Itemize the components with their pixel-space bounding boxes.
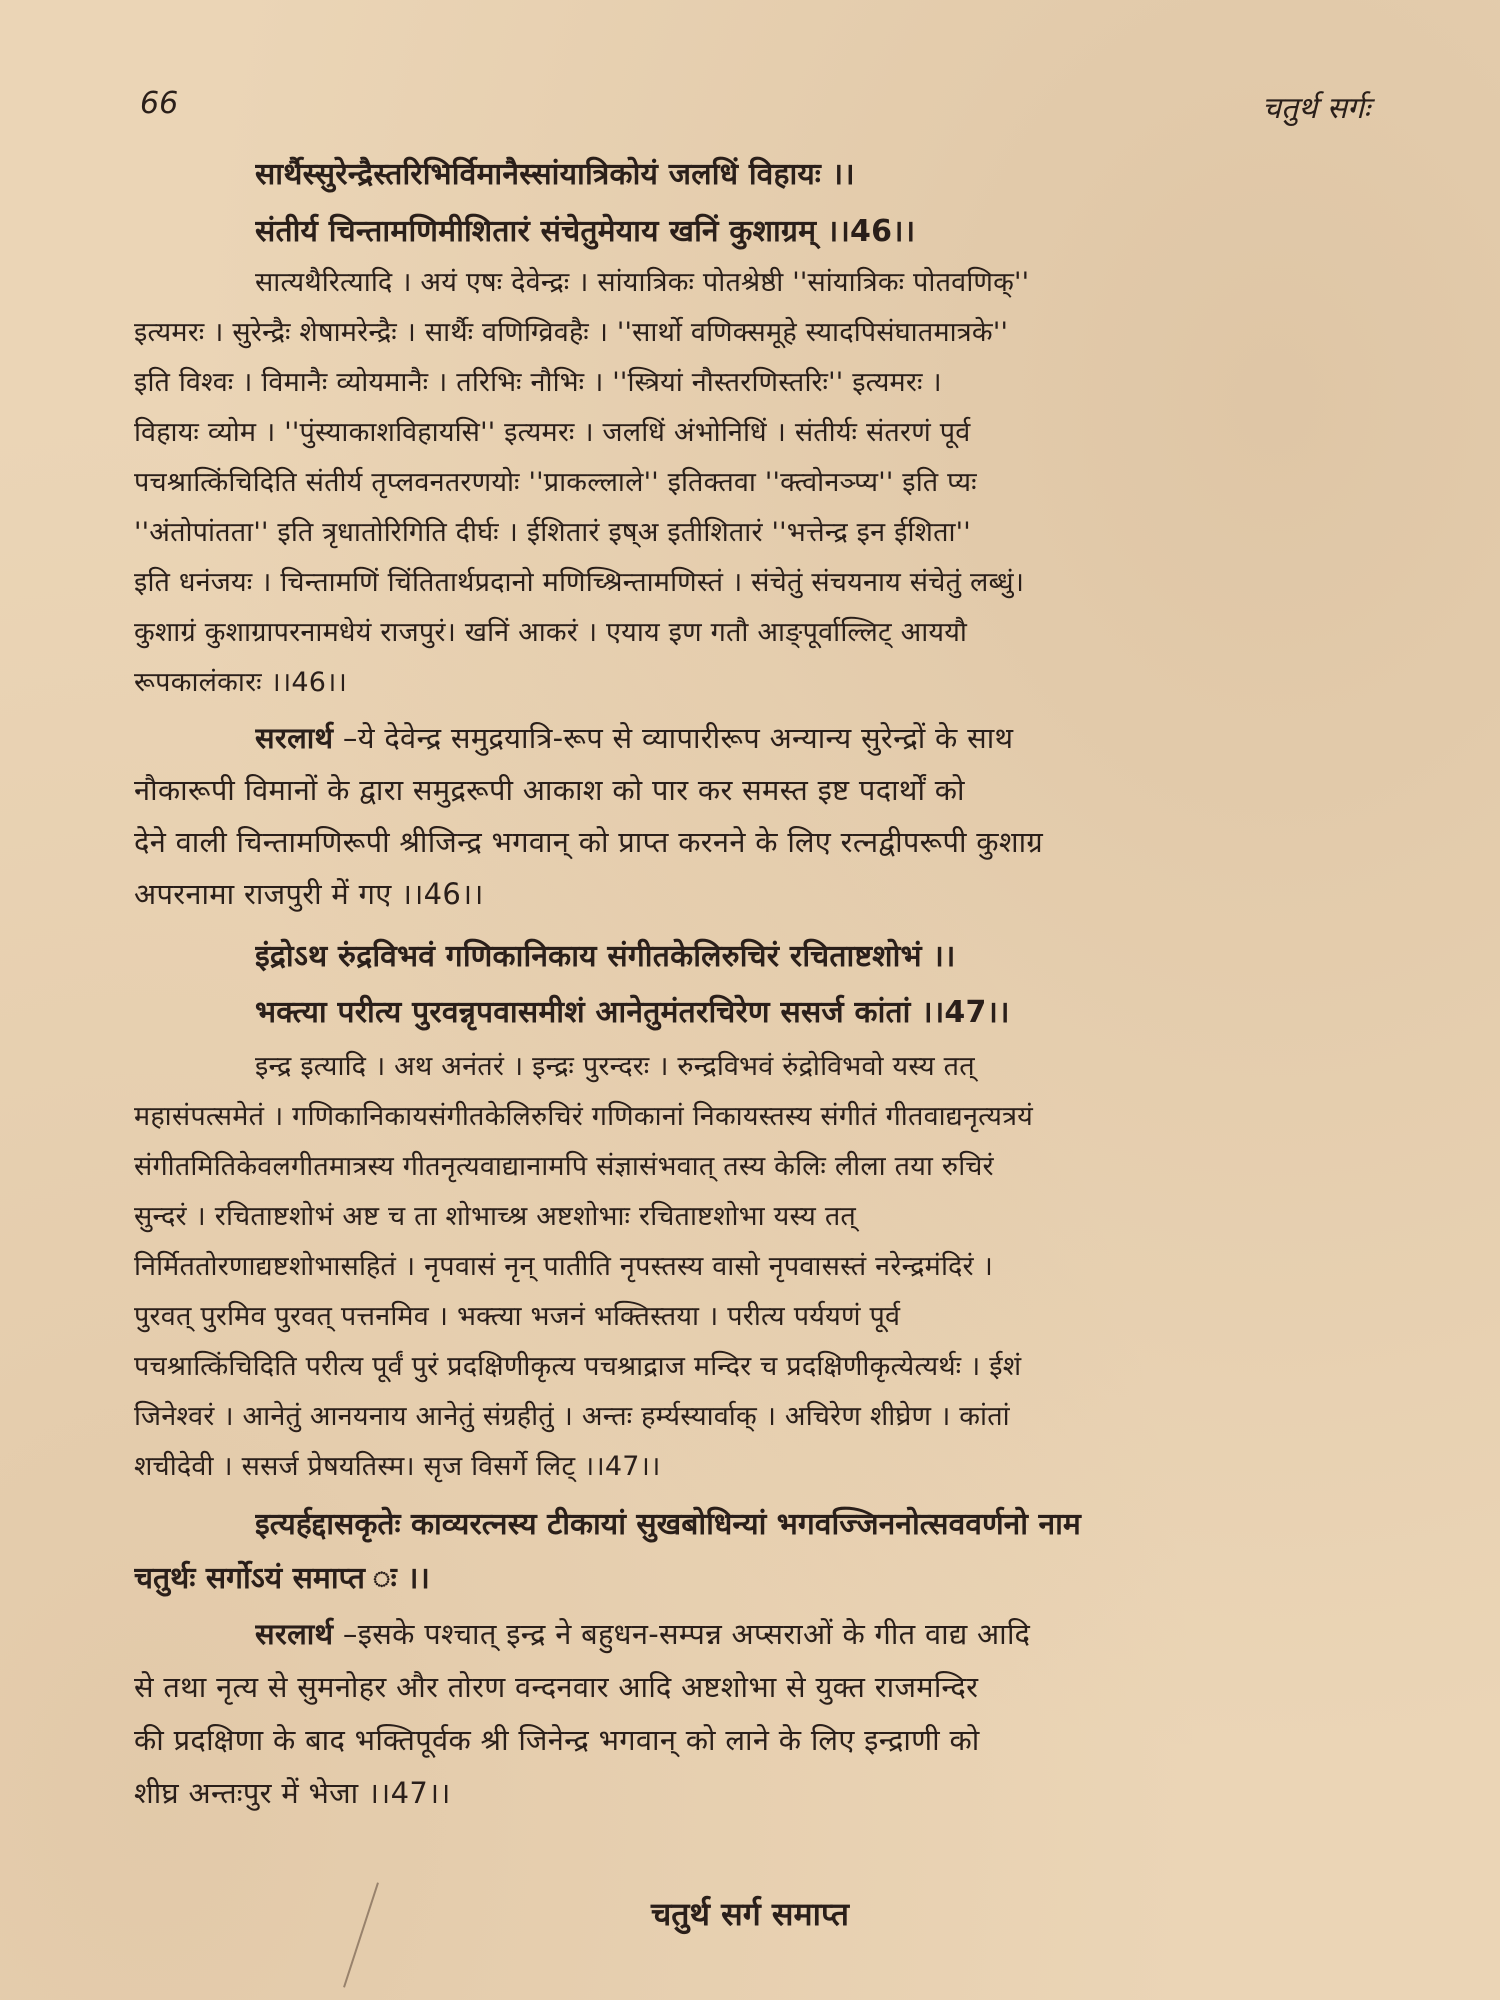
saralarth-46-text: –ये देवेन्द्र समुद्रयात्रि-रूप से व्यापारीरूप अन्यान्य सुरेन्द्रों के साथ (333, 721, 1014, 755)
commentary-46-line: कुशाग्रं कुशाग्रापरनामधेयं राजपुरं। खनिं आकरं । एयाय इण गतौ आङ्पूर्वाल्लिट् आययौ (134, 617, 968, 648)
commentary-46-line: रूपकालंकारः ।।46।। (134, 667, 348, 698)
verse-47-line-1: इंद्रोऽथ रुंद्रविभवं गणिकानिकाय संगीतकेलिरुचिरं रचिताष्टशोभं ।। (255, 939, 956, 974)
page-number: 66 (140, 86, 179, 121)
commentary-47-line: जिनेश्वरं । आनेतुं आनयनाय आनेतुं संग्रहीतुं । अन्तः हर्म्यस्यार्वाक् । अचिरेण शीघ्रेण । कांतां (134, 1401, 1010, 1432)
running-title: चतुर्थ सर्गः (1261, 91, 1370, 126)
commentary-47-line: पचश्रात्किंचिदिति परीत्य पूर्वं पुरं प्रदक्षिणीकृत्य पचश्राद्राज मन्दिर च प्रदक्षिणीकृत्येत्यर्थः । ईशं (134, 1351, 1022, 1382)
saralarth-47-line: शीघ्र अन्तःपुर में भेजा ।।47।। (134, 1776, 451, 1810)
saralarth-label: सरलार्थ (255, 721, 334, 755)
saralarth-47-line: से तथा नृत्य से सुमनोहर और तोरण वन्दनवार आदि अष्टशोभा से युक्त राजमन्दिर (134, 1670, 979, 1704)
verse-46-line-1: सार्थैस्सुरेन्द्रैस्तरिभिर्विमानैस्सांयात्रिकोयं जलधिं विहायः ।। (255, 157, 855, 192)
chapter-end-title: चतुर्थ सर्ग समाप्त (650, 1895, 850, 1933)
saralarth-46-line: अपरनामा राजपुरी में गए ।।46।। (134, 877, 484, 911)
commentary-47-line: संगीतमितिकेवलगीतमात्रस्य गीतनृत्यवाद्यानामपि संज्ञासंभवात् तस्य केलिः लीला तया रुचिरं (134, 1151, 994, 1182)
verse-46-line-2: संतीर्य चिन्तामणिमीशितारं संचेतुमेयाय खनिं कुशाग्रम् ।।46।। (255, 214, 916, 249)
saralarth-46-line: देने वाली चिन्तामणिरूपी श्रीजिन्द्र भगवान् को प्राप्त करनने के लिए रत्नद्वीपरूपी कुशाग्र (134, 825, 1044, 859)
commentary-47-line: इन्द्र इत्यादि । अथ अनंतरं । इन्द्रः पुरन्दरः । रुन्द्रविभवं रुंद्रोविभवो यस्य तत् (255, 1051, 975, 1082)
commentary-47-line: पुरवत् पुरमिव पुरवत् पत्तनमिव । भक्त्या भजनं भक्तिस्तया । परीत्य पर्ययणं पूर्व (134, 1301, 901, 1332)
commentary-46-line: इत्यमरः । सुरेन्द्रैः शेषामरेन्द्रैः । सार्थैः वणिग्व्रिवहैः । ''सार्थो वणिक्समूहे स्यादपिसंघातमात्रके'' (134, 317, 1009, 348)
page-header (140, 86, 1370, 126)
colophon-line-2: चतुर्थः सर्गोऽयं समाप्त ः ।। (134, 1561, 430, 1596)
commentary-46-line: ''अंतोपांतता'' इति त्रृधातोरिगिति दीर्घः । ईशितारं इष्अ इतीशितारं ''भत्तेन्द्र इन ईशिता'' (134, 517, 971, 548)
commentary-47-line: निर्मिततोरणाद्यष्टशोभासहितं । नृपवासं नृन् पातीति नृपस्तस्य वासो नृपवासस्तं नरेन्द्रमंदिरं । (134, 1251, 993, 1282)
saralarth-47-first-line (255, 1614, 1375, 1664)
commentary-46-line: पचश्रात्किंचिदिति संतीर्य तृप्लवनतरणयोः ''प्राकल्लाले'' इतिक्तवा ''क्त्वोनञ्प्य'' इति प्यः (134, 467, 977, 498)
commentary-47-line: सुन्दरं । रचिताष्टशोभं अष्ट च ता शोभाच्श्र अष्टशोभाः रचिताष्टशोभा यस्य तत् (134, 1201, 856, 1232)
saralarth-46-first-line (255, 718, 1375, 768)
commentary-46-line: सात्यथैरित्यादि । अयं एषः देवेन्द्रः । सांयात्रिकः पोतश्रेष्ठी ''सांयात्रिकः पोतवणिक्'' (255, 267, 1030, 298)
verse-47-line-2: भक्त्या परीत्य पुरवन्नृपवासमीशं आनेतुमंतरचिरेण ससर्ज कांतां ।।47।। (255, 995, 1010, 1030)
commentary-46-line: विहायः व्योम । ''पुंस्याकाशविहायसि'' इत्यमरः । जलधिं अंभोनिधिं । संतीर्यः संतरणं पूर्व (134, 417, 971, 448)
saralarth-47-line: की प्रदक्षिणा के बाद भक्तिपूर्वक श्री जिनेन्द्र भगवान् को लाने के लिए इन्द्राणी को (134, 1723, 980, 1757)
commentary-47-line: शचीदेवी । ससर्ज प्रेषयतिस्म। सृज विसर्गे लिट् ।।47।। (134, 1451, 661, 1482)
saralarth-47-text: –इसके पश्चात् इन्द्र ने बहुधन-सम्पन्न अप्सराओं के गीत वाद्य आदि (333, 1617, 1031, 1651)
saralarth-label: सरलार्थ (255, 1617, 334, 1651)
commentary-46-line: इति धनंजयः । चिन्तामणिं चिंतितार्थप्रदानो मणिच्श्रिन्तामणिस्तं । संचेतुं संचयनाय संचेतुं लब्धुं। (134, 567, 1025, 598)
saralarth-46-line: नौकारूपी विमानों के द्वारा समुद्ररूपी आकाश को पार कर समस्त इष्ट पदार्थों को (134, 773, 965, 807)
commentary-47-line: महासंपत्समेतं । गणिकानिकायसंगीतकेलिरुचिरं गणिकानां निकायस्तस्य संगीतं गीतवाद्यनृत्यत्रयं (134, 1101, 1034, 1132)
commentary-46-line: इति विश्वः । विमानैः व्योयमानैः । तरिभिः नौभिः । ''स्त्रियां नौस्तरणिस्तरिः'' इत्यमरः । (134, 367, 942, 398)
colophon-line-1: इत्यर्हद्दासकृतेः काव्यरत्नस्य टीकायां सुखबोधिन्यां भगवज्जिननोत्सववर्णनो नाम (255, 1507, 1081, 1542)
